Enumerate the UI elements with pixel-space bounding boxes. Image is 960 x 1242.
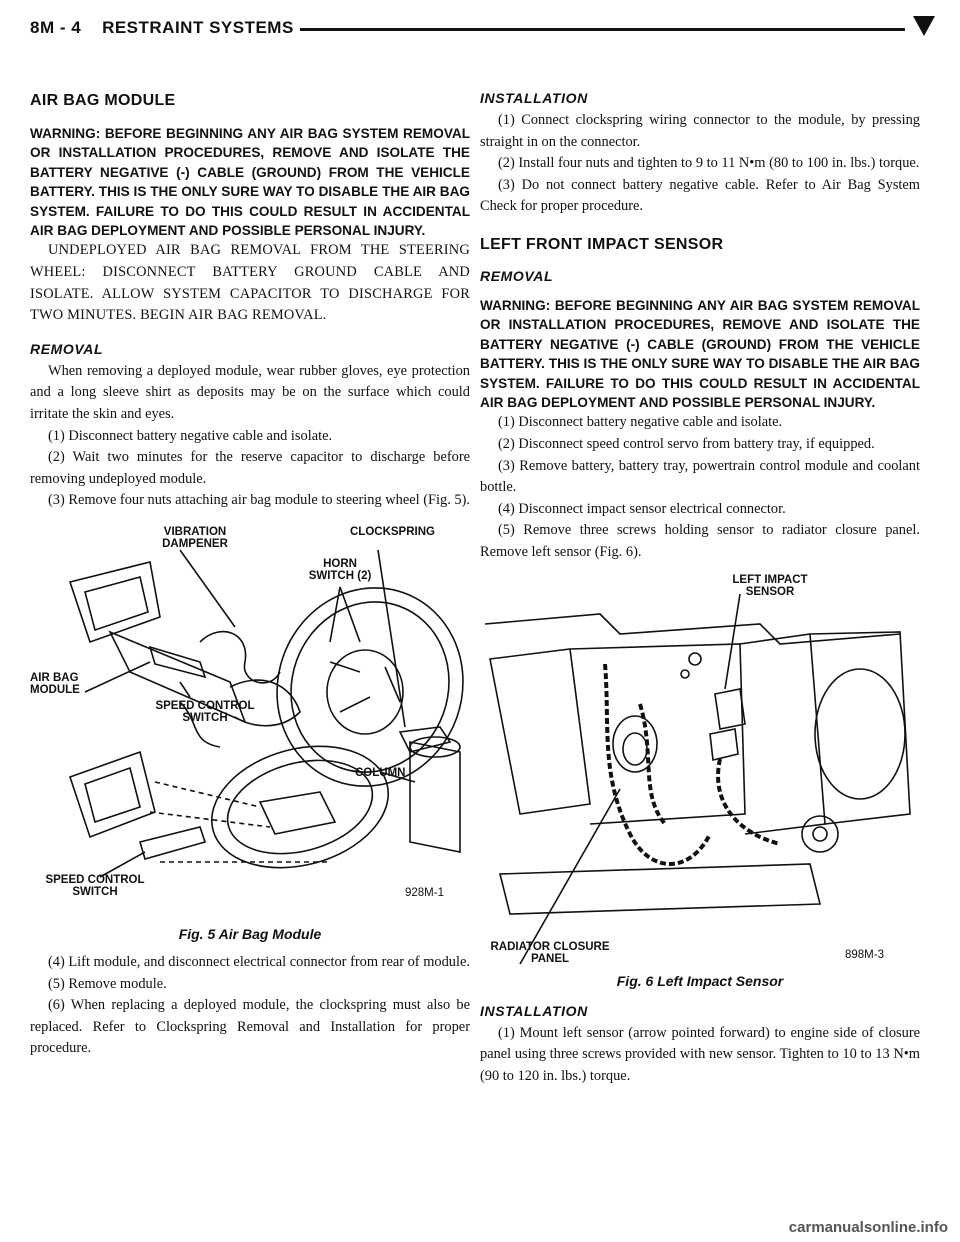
- section-heading-left-front-impact-sensor: LEFT FRONT IMPACT SENSOR: [480, 235, 724, 253]
- label-air-bag-module: AIR BAG MODULE: [30, 671, 80, 696]
- label-clockspring: CLOCKSPRING: [350, 525, 435, 538]
- sensor-removal-step: (2) Disconnect speed control servo from battery tray, if equipped.: [498, 436, 875, 452]
- subheading-installation-sensor: INSTALLATION: [480, 1002, 588, 1019]
- warning-text-sensor: WARNING: BEFORE BEGINNING ANY AIR BAG SYSTEM REMOVAL OR INSTALLATION PROCEDURES, REMOVE AND ISOLATE THE BATTERY NEGATIVE (-) CABLE (GROUND) FROM THE VEHICLE BATTERY. THIS IS THE ONLY SURE WAY TO DISABLE THE AIR BAG SYSTEM. FAILURE TO DO THIS COULD RESULT IN ACCIDENTAL AIR BAG DEPLOYMENT AND POSSIBLE PERSONAL INJURY.: [480, 297, 920, 410]
- sensor-install-step: (1) Mount left sensor (arrow pointed forward) to engine side of closure panel using three screws provided with new sensor. Tighten to 10 to 13 N•m (90 to 120 in. lbs.) torque.: [480, 1024, 920, 1084]
- figure-5: [30, 522, 470, 922]
- removal-step: (2) Wait two minutes for the reserve capacitor to discharge before removing undeployed module.: [30, 449, 470, 487]
- warning-text: WARNING: BEFORE BEGINNING ANY AIR BAG SYSTEM REMOVAL OR INSTALLATION PROCEDURES, REMOVE AND ISOLATE THE BATTERY NEGATIVE (-) CABLE (GROUND) FROM THE VEHICLE BATTERY. THIS IS THE ONLY SURE WAY TO DISABLE THE AIR BAG SYSTEM. FAILURE TO DO THIS COULD RESULT IN ACCIDENTAL AIR BAG DEPLOYMENT AND POSSIBLE PERSONAL INJURY.: [30, 126, 470, 239]
- figure-5-caption: Fig. 5 Air Bag Module: [178, 925, 322, 942]
- label-vibration-dampener: VIBRATION DAMPENER: [162, 525, 228, 550]
- removal-step: (1) Disconnect battery negative cable and isolate.: [48, 427, 333, 444]
- install-step: (1) Connect clockspring wiring connector to the module, by pressing straight in on the connector.: [480, 112, 920, 150]
- figure-code: 898M-3: [845, 948, 884, 961]
- removal-intro: When removing a deployed module, wear rubber gloves, eye protection and a long sleeve shirt as deposits may be on the surface which could irritate the skin and eyes.: [30, 362, 470, 422]
- label-horn-switch: HORN SWITCH (2): [308, 557, 372, 582]
- left-impact-sensor-illustration: [480, 574, 920, 969]
- label-speed-control-switch-upper: SPEED CONTROL SWITCH: [155, 699, 255, 724]
- left-column: [30, 92, 470, 1060]
- subheading-removal: REMOVAL: [30, 340, 104, 357]
- install-step: (3) Do not connect battery negative cable. Refer to Air Bag System Check for proper procedure.: [480, 176, 920, 215]
- install-step: (2) Install four nuts and tighten to 9 to 11 N•m (80 to 100 in. lbs.) torque.: [498, 155, 920, 172]
- figure-code: 928M-1: [405, 886, 444, 899]
- right-column: [480, 90, 920, 1087]
- label-left-impact-sensor: LEFT IMPACT SENSOR: [732, 573, 808, 598]
- label-speed-control-switch-lower: SPEED CONTROL SWITCH: [45, 873, 145, 898]
- label-radiator-closure-panel: RADIATOR CLOSURE PANEL: [490, 940, 610, 965]
- figure-6-caption: Fig. 6 Left Impact Sensor: [616, 972, 784, 989]
- watermark-text: carmanualsonline.info: [788, 1219, 948, 1236]
- undeployed-note: UNDEPLOYED AIR BAG REMOVAL FROM THE STEERING WHEEL: DISCONNECT BATTERY GROUND CABLE AND ISOLATE. ALLOW SYSTEM CAPACITOR TO DISCHARGE FOR TWO MINUTES. BEGIN AIR BAG REMOVAL.: [30, 242, 470, 324]
- sensor-removal-step: (5) Remove three screws holding sensor to radiator closure panel. Remove left sensor (Fig. 6).: [480, 522, 920, 560]
- section-heading-air-bag-module: AIR BAG MODULE: [30, 92, 176, 109]
- removal-step: (6) When replacing a deployed module, the clockspring must also be replaced. Refer to Clockspring Removal and Installation for proper procedure.: [30, 997, 470, 1057]
- sensor-removal-step: (3) Remove battery, battery tray, powertrain control module and coolant bottle.: [480, 457, 920, 496]
- header-rule: [300, 28, 905, 31]
- subheading-removal-sensor: REMOVAL: [480, 267, 554, 284]
- sensor-removal-step: (4) Disconnect impact sensor electrical connector.: [498, 500, 786, 517]
- sensor-removal-step: (1) Disconnect battery negative cable and isolate.: [498, 414, 783, 431]
- page-header: [30, 14, 935, 44]
- subheading-installation: INSTALLATION: [480, 90, 588, 106]
- removal-step: (3) Remove four nuts attaching air bag module to steering wheel (Fig. 5).: [48, 492, 471, 509]
- figure-6: [480, 574, 920, 969]
- header-title: 8M - 4 RESTRAINT SYSTEMS: [30, 18, 294, 37]
- triangle-mark-icon: [913, 16, 935, 36]
- removal-step: (4) Lift module, and disconnect electrical connector from rear of module.: [48, 953, 470, 970]
- removal-step: (5) Remove module.: [48, 975, 167, 992]
- label-column: COLUMN: [355, 766, 406, 779]
